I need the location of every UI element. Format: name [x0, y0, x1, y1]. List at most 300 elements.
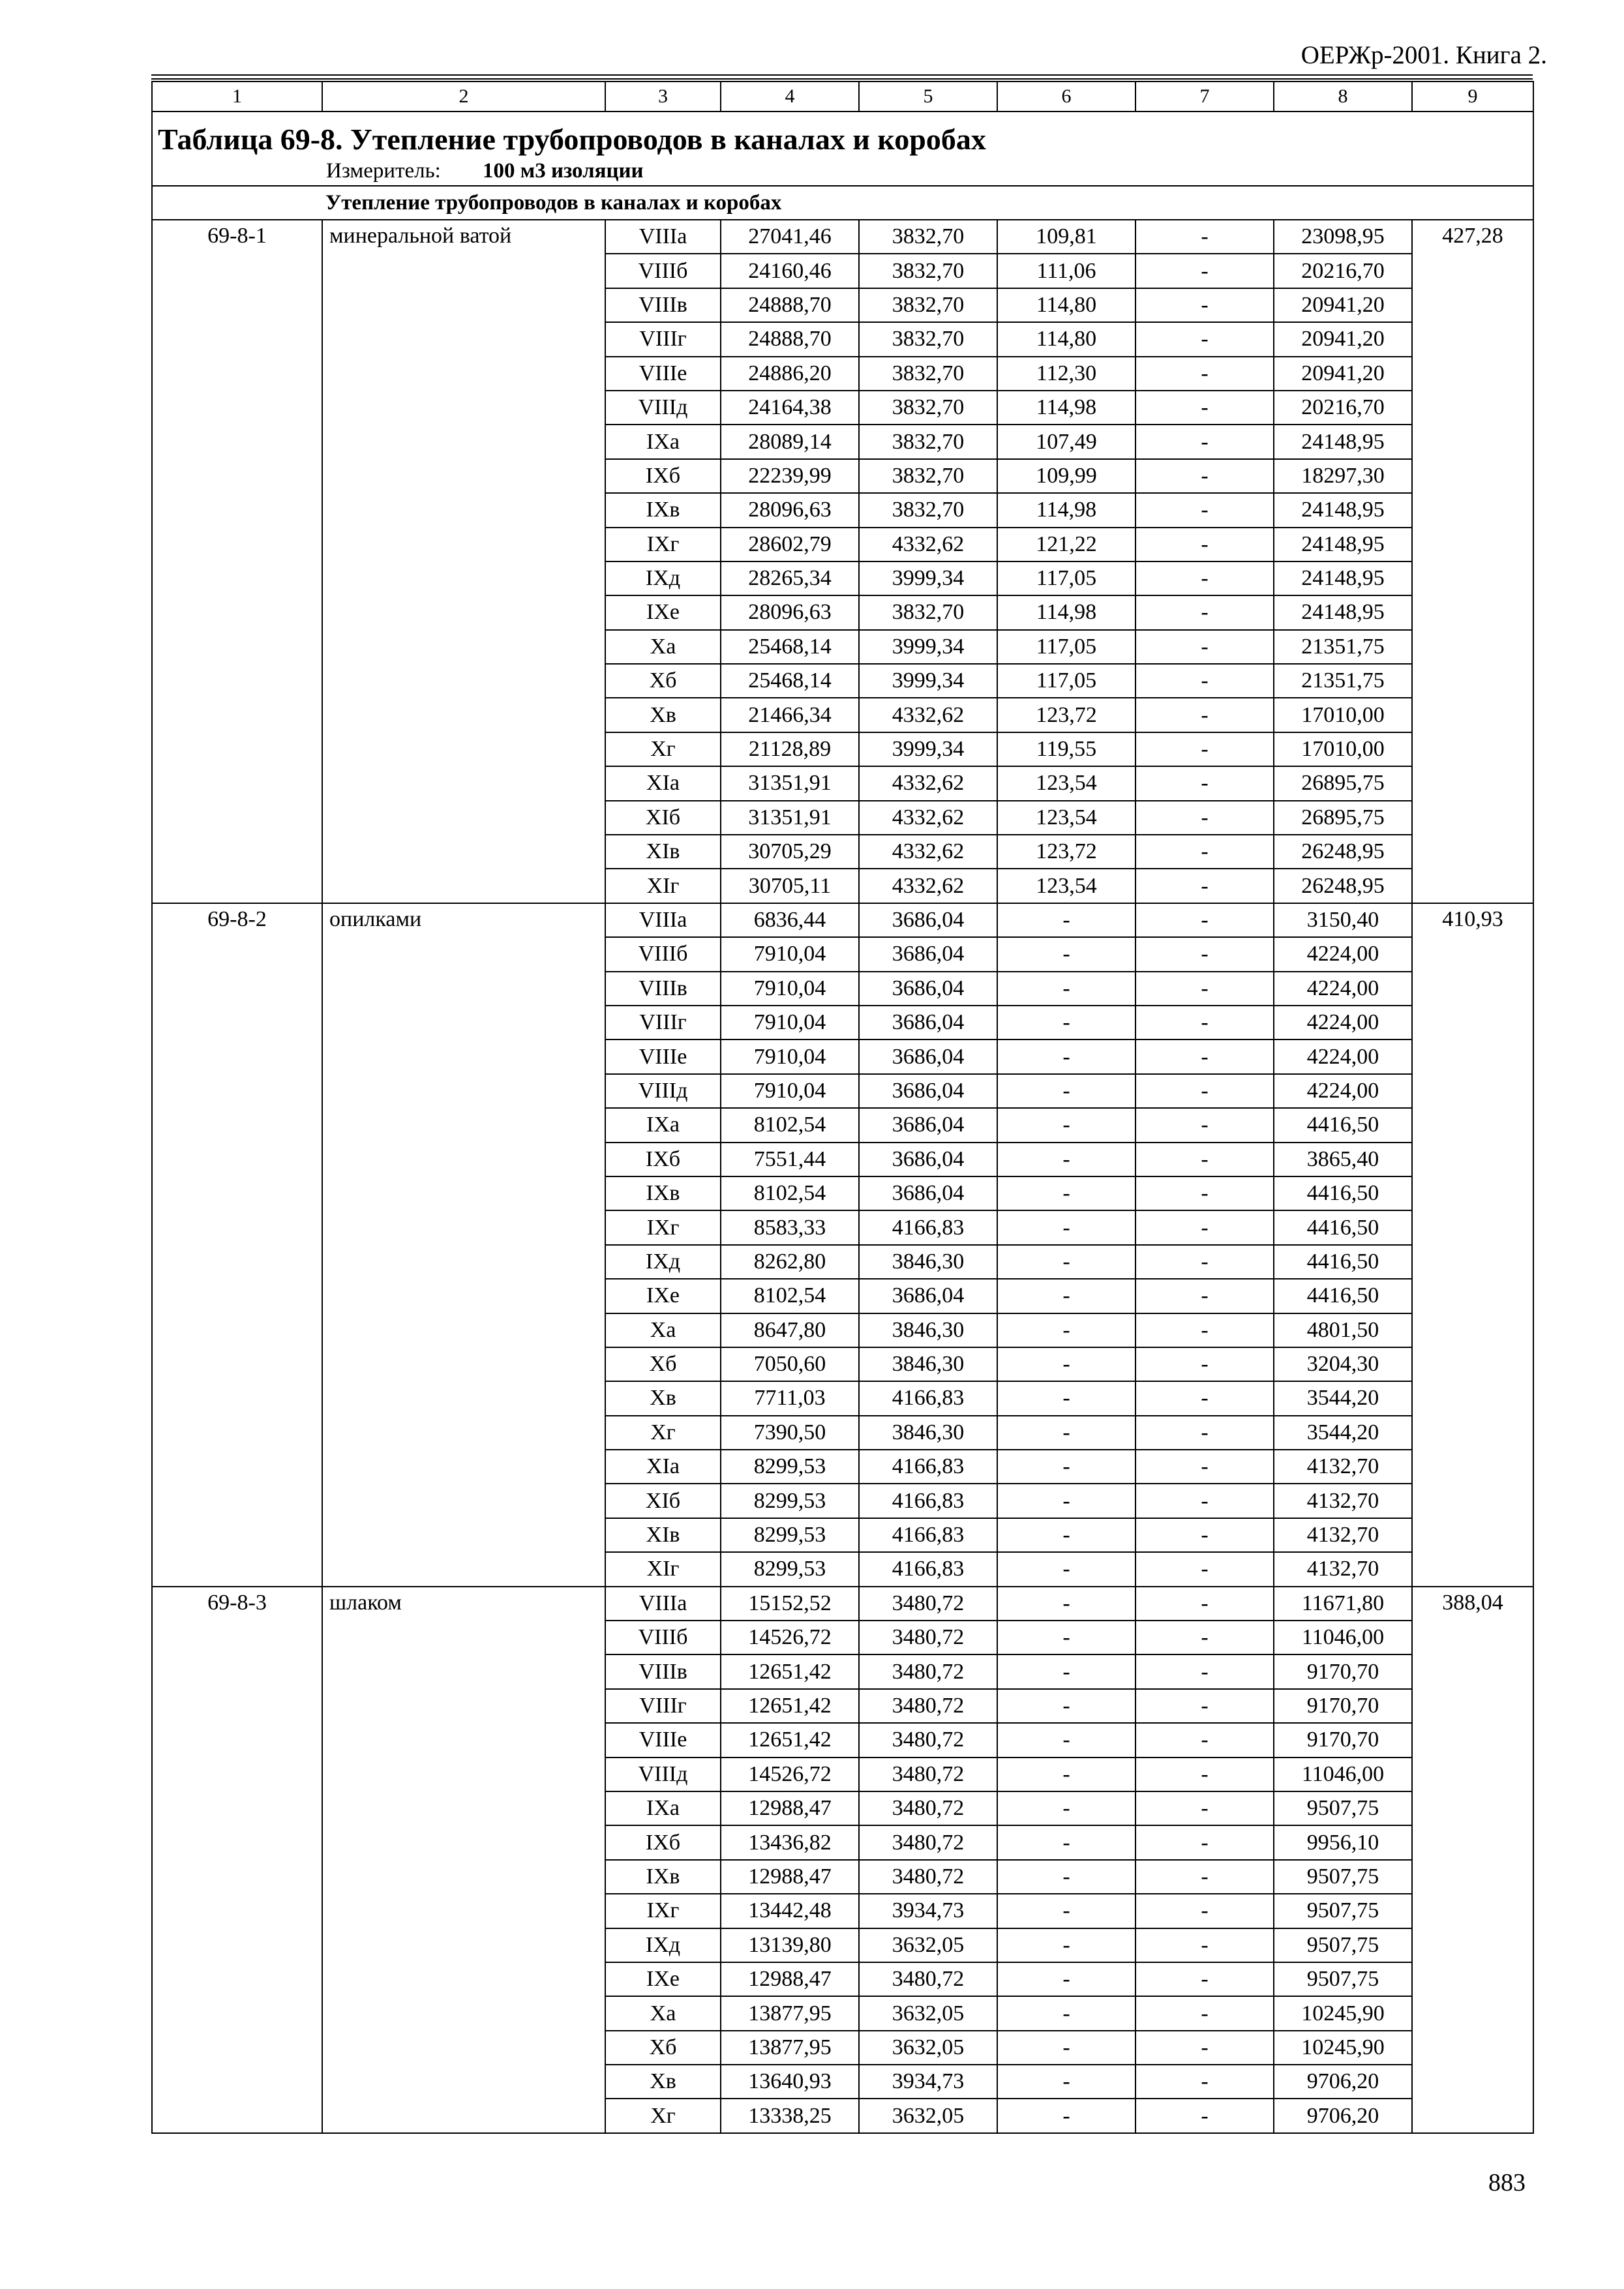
header-rule: [151, 74, 1533, 76]
column-number: 1: [152, 82, 322, 112]
cell-col4: 8299,53: [721, 1450, 859, 1484]
cell-col6: -: [997, 1006, 1135, 1040]
cell-col5: 3686,04: [859, 1040, 997, 1073]
cell-col8: 11046,00: [1274, 1758, 1412, 1791]
cell-col7: -: [1135, 1962, 1274, 1996]
cell-col7: -: [1135, 937, 1274, 971]
cell-col5: 3832,70: [859, 357, 997, 391]
cell-col7: -: [1135, 1279, 1274, 1313]
cell-col5: 3632,05: [859, 1928, 997, 1962]
cell-col5: 3480,72: [859, 1587, 997, 1621]
cell-col4: 12651,42: [721, 1654, 859, 1688]
cell-col7: -: [1135, 1825, 1274, 1859]
cell-col5: 3832,70: [859, 322, 997, 356]
cell-col8: 17010,00: [1274, 732, 1412, 766]
cell-col5: 4166,83: [859, 1450, 997, 1484]
cell-col6: 114,98: [997, 391, 1135, 425]
column-number: 4: [721, 82, 859, 112]
cell-col7: -: [1135, 732, 1274, 766]
table-title: Таблица 69-8. Утепление трубопроводов в каналах и коробах: [152, 112, 1533, 157]
cell-col3: IXд: [605, 1928, 721, 1962]
cell-col8: 20941,20: [1274, 357, 1412, 391]
cell-col4: 24160,46: [721, 254, 859, 288]
cell-col5: 3632,05: [859, 1996, 997, 2030]
cell-col4: 7910,04: [721, 1040, 859, 1073]
cell-col4: 7910,04: [721, 937, 859, 971]
cell-col7: -: [1135, 1313, 1274, 1347]
cell-col3: Xг: [605, 2099, 721, 2132]
cell-col8: 4132,70: [1274, 1484, 1412, 1518]
cell-col8: 18297,30: [1274, 459, 1412, 493]
cell-col4: 24164,38: [721, 391, 859, 425]
cell-col8: 3865,40: [1274, 1143, 1412, 1176]
item-name: шлаком: [322, 1587, 605, 2133]
cell-col5: 3832,70: [859, 595, 997, 629]
cell-col5: 3846,30: [859, 1313, 997, 1347]
cell-col6: 109,99: [997, 459, 1135, 493]
cell-col7: -: [1135, 1210, 1274, 1244]
cell-col4: 8102,54: [721, 1176, 859, 1210]
cell-col4: 7910,04: [721, 1074, 859, 1108]
cell-col8: 20216,70: [1274, 391, 1412, 425]
cell-col5: 3846,30: [859, 1347, 997, 1381]
cell-col6: 119,55: [997, 732, 1135, 766]
cell-col8: 26895,75: [1274, 801, 1412, 835]
unit-cell: [152, 157, 1533, 186]
cell-col8: 4224,00: [1274, 937, 1412, 971]
cell-col7: -: [1135, 288, 1274, 322]
cell-col4: 8102,54: [721, 1108, 859, 1142]
cell-col4: 15152,52: [721, 1587, 859, 1621]
cell-col8: 26895,75: [1274, 766, 1412, 800]
cell-col8: 24148,95: [1274, 425, 1412, 458]
cell-col8: 10245,90: [1274, 2031, 1412, 2065]
cell-col5: 4166,83: [859, 1552, 997, 1586]
cell-col8: 21351,75: [1274, 664, 1412, 698]
cell-col8: 4416,50: [1274, 1108, 1412, 1142]
cell-col7: -: [1135, 630, 1274, 664]
section-row: [152, 186, 1533, 220]
cell-col4: 21128,89: [721, 732, 859, 766]
cell-col7: -: [1135, 1006, 1274, 1040]
cell-col6: 123,72: [997, 835, 1135, 869]
unit-row: [152, 157, 1533, 186]
cell-col7: -: [1135, 425, 1274, 458]
cell-col3: XIг: [605, 1552, 721, 1586]
cell-col8: 4132,70: [1274, 1552, 1412, 1586]
unit-label: Измеритель:: [326, 158, 441, 183]
cell-col6: -: [997, 1758, 1135, 1791]
column-number: 6: [997, 82, 1135, 112]
cell-col4: 28265,34: [721, 561, 859, 595]
price-table: [151, 81, 1534, 2134]
cell-col7: -: [1135, 1381, 1274, 1415]
cell-col6: -: [997, 903, 1135, 937]
cell-col3: IXг: [605, 1210, 721, 1244]
cell-col8: 20941,20: [1274, 288, 1412, 322]
cell-col3: Xв: [605, 2065, 721, 2099]
cell-col7: -: [1135, 1689, 1274, 1723]
cell-col8: 3544,20: [1274, 1381, 1412, 1415]
cell-col5: 3686,04: [859, 1006, 997, 1040]
cell-col7: -: [1135, 801, 1274, 835]
cell-col3: Xа: [605, 630, 721, 664]
cell-col3: VIIIб: [605, 254, 721, 288]
cell-col3: VIIIд: [605, 1074, 721, 1108]
cell-col8: 17010,00: [1274, 698, 1412, 732]
cell-col5: 3832,70: [859, 459, 997, 493]
cell-col3: IXд: [605, 561, 721, 595]
cell-col3: IXе: [605, 1962, 721, 1996]
cell-col4: 7910,04: [721, 1006, 859, 1040]
cell-col5: 3832,70: [859, 425, 997, 458]
cell-col3: IXв: [605, 493, 721, 527]
cell-col8: 3544,20: [1274, 1416, 1412, 1450]
cell-col6: -: [997, 937, 1135, 971]
cell-col7: -: [1135, 1996, 1274, 2030]
cell-col7: -: [1135, 1518, 1274, 1552]
cell-col3: IXд: [605, 1245, 721, 1279]
header-rule: [151, 78, 1533, 80]
cell-col8: 26248,95: [1274, 869, 1412, 903]
cell-col7: -: [1135, 528, 1274, 561]
cell-col6: -: [997, 1279, 1135, 1313]
cell-col4: 13436,82: [721, 1825, 859, 1859]
cell-col6: 114,98: [997, 595, 1135, 629]
column-number: 8: [1274, 82, 1412, 112]
cell-col6: -: [997, 1894, 1135, 1928]
cell-col3: VIIIг: [605, 1006, 721, 1040]
cell-col4: 24888,70: [721, 322, 859, 356]
cell-col7: -: [1135, 1587, 1274, 1621]
cell-col6: -: [997, 1450, 1135, 1484]
column-number-row: [152, 82, 1533, 112]
cell-col5: 3846,30: [859, 1416, 997, 1450]
cell-col7: -: [1135, 2099, 1274, 2132]
page-number: 883: [1488, 2169, 1526, 2196]
cell-col7: -: [1135, 1143, 1274, 1176]
cell-col7: -: [1135, 903, 1274, 937]
cell-col3: VIIIд: [605, 391, 721, 425]
cell-col5: 4332,62: [859, 801, 997, 835]
cell-col6: 111,06: [997, 254, 1135, 288]
cell-col5: 3832,70: [859, 288, 997, 322]
table-row: [152, 903, 1533, 937]
cell-col3: IXг: [605, 528, 721, 561]
cell-col4: 28096,63: [721, 493, 859, 527]
cell-col4: 28089,14: [721, 425, 859, 458]
cell-col4: 14526,72: [721, 1621, 859, 1654]
cell-col8: 9507,75: [1274, 1928, 1412, 1962]
cell-col5: 3480,72: [859, 1791, 997, 1825]
cell-col6: 117,05: [997, 561, 1135, 595]
cell-col3: Xг: [605, 732, 721, 766]
cell-col4: 14526,72: [721, 1758, 859, 1791]
cell-col6: -: [997, 1825, 1135, 1859]
section-title: Утепление трубопроводов в каналах и коробах: [152, 186, 1533, 220]
cell-col7: -: [1135, 322, 1274, 356]
cell-col6: -: [997, 1552, 1135, 1586]
cell-col7: -: [1135, 1928, 1274, 1962]
cell-col8: 10245,90: [1274, 1996, 1412, 2030]
cell-col4: 31351,91: [721, 801, 859, 835]
cell-col7: -: [1135, 357, 1274, 391]
cell-col5: 3832,70: [859, 220, 997, 254]
cell-col8: 4224,00: [1274, 1006, 1412, 1040]
cell-col3: Xа: [605, 1996, 721, 2030]
cell-col3: IXб: [605, 459, 721, 493]
cell-col3: XIв: [605, 835, 721, 869]
cell-col3: XIа: [605, 1450, 721, 1484]
cell-col3: IXб: [605, 1143, 721, 1176]
cell-col6: 123,72: [997, 698, 1135, 732]
cell-col3: VIIIа: [605, 1587, 721, 1621]
cell-col6: 107,49: [997, 425, 1135, 458]
cell-col4: 13877,95: [721, 2031, 859, 2065]
cell-col5: 3632,05: [859, 2031, 997, 2065]
cell-col3: VIIIв: [605, 1654, 721, 1688]
cell-col8: 3204,30: [1274, 1347, 1412, 1381]
cell-col3: XIг: [605, 869, 721, 903]
cell-col5: 3480,72: [859, 1860, 997, 1894]
cell-col3: VIIIв: [605, 288, 721, 322]
cell-col5: 4166,83: [859, 1518, 997, 1552]
cell-col7: -: [1135, 1484, 1274, 1518]
cell-col5: 4332,62: [859, 835, 997, 869]
cell-col3: IXв: [605, 1176, 721, 1210]
cell-col8: 9507,75: [1274, 1860, 1412, 1894]
cell-col6: -: [997, 972, 1135, 1006]
cell-col6: -: [997, 1860, 1135, 1894]
cell-col3: IXе: [605, 1279, 721, 1313]
cell-col6: 114,80: [997, 322, 1135, 356]
cell-col8: 4132,70: [1274, 1450, 1412, 1484]
cell-col8: 24148,95: [1274, 493, 1412, 527]
cell-col5: 3934,73: [859, 1894, 997, 1928]
cell-col3: IXг: [605, 1894, 721, 1928]
cell-col7: -: [1135, 391, 1274, 425]
cell-col8: 9507,75: [1274, 1962, 1412, 1996]
cell-col6: -: [997, 1040, 1135, 1073]
cell-col7: -: [1135, 1108, 1274, 1142]
cell-col7: -: [1135, 664, 1274, 698]
cell-col5: 3846,30: [859, 1245, 997, 1279]
cell-col4: 28602,79: [721, 528, 859, 561]
cell-col6: -: [997, 1381, 1135, 1415]
cell-col4: 12651,42: [721, 1723, 859, 1757]
cell-col5: 3686,04: [859, 1143, 997, 1176]
cell-col8: 9706,20: [1274, 2099, 1412, 2132]
cell-col4: 25468,14: [721, 664, 859, 698]
cell-col4: 13139,80: [721, 1928, 859, 1962]
cell-col5: 3480,72: [859, 1962, 997, 1996]
cell-col5: 3686,04: [859, 972, 997, 1006]
cell-col6: -: [997, 1313, 1135, 1347]
cell-col7: -: [1135, 2031, 1274, 2065]
cell-col4: 30705,29: [721, 835, 859, 869]
cell-col3: VIIIб: [605, 937, 721, 971]
cell-col4: 8299,53: [721, 1552, 859, 1586]
cell-col4: 27041,46: [721, 220, 859, 254]
cell-col5: 3480,72: [859, 1689, 997, 1723]
cell-col5: 3632,05: [859, 2099, 997, 2132]
cell-col4: 8299,53: [721, 1484, 859, 1518]
cell-col4: 12651,42: [721, 1689, 859, 1723]
cell-col5: 3686,04: [859, 937, 997, 971]
cell-col4: 8102,54: [721, 1279, 859, 1313]
cell-col7: -: [1135, 972, 1274, 1006]
cell-col5: 3999,34: [859, 664, 997, 698]
cell-col4: 13877,95: [721, 1996, 859, 2030]
cell-col7: -: [1135, 698, 1274, 732]
cell-col8: 4801,50: [1274, 1313, 1412, 1347]
cell-col5: 4332,62: [859, 528, 997, 561]
cell-col5: 3480,72: [859, 1758, 997, 1791]
cell-col3: IXб: [605, 1825, 721, 1859]
cell-col3: Xа: [605, 1313, 721, 1347]
cell-col8: 21351,75: [1274, 630, 1412, 664]
cell-col5: 3934,73: [859, 2065, 997, 2099]
cell-col6: 123,54: [997, 801, 1135, 835]
cell-col6: 123,54: [997, 766, 1135, 800]
cell-col4: 24888,70: [721, 288, 859, 322]
cell-col6: -: [997, 1416, 1135, 1450]
cell-col5: 3832,70: [859, 493, 997, 527]
cell-col7: -: [1135, 1860, 1274, 1894]
cell-col7: -: [1135, 1723, 1274, 1757]
cell-col3: VIIIа: [605, 903, 721, 937]
cell-col6: -: [997, 2031, 1135, 2065]
cell-col8: 26248,95: [1274, 835, 1412, 869]
table-row: [152, 220, 1533, 254]
cell-col3: VIIIв: [605, 972, 721, 1006]
cell-col8: 11671,80: [1274, 1587, 1412, 1621]
cell-col5: 3686,04: [859, 903, 997, 937]
cell-col4: 12988,47: [721, 1860, 859, 1894]
cell-col5: 3832,70: [859, 254, 997, 288]
cell-col6: 112,30: [997, 357, 1135, 391]
cell-col7: -: [1135, 1791, 1274, 1825]
cell-col4: 7390,50: [721, 1416, 859, 1450]
cell-col7: -: [1135, 459, 1274, 493]
cell-col8: 4224,00: [1274, 1074, 1412, 1108]
cell-col6: 109,81: [997, 220, 1135, 254]
cell-col6: -: [997, 1928, 1135, 1962]
cell-col7: -: [1135, 220, 1274, 254]
cell-col3: Xг: [605, 1416, 721, 1450]
cell-col7: -: [1135, 561, 1274, 595]
cell-col5: 3999,34: [859, 561, 997, 595]
cell-col6: -: [997, 1245, 1135, 1279]
cell-col3: VIIIе: [605, 1040, 721, 1073]
cell-col8: 9956,10: [1274, 1825, 1412, 1859]
cell-col8: 24148,95: [1274, 528, 1412, 561]
cell-col6: -: [997, 1347, 1135, 1381]
column-number: 7: [1135, 82, 1274, 112]
cell-col6: -: [997, 2065, 1135, 2099]
cell-col7: -: [1135, 1176, 1274, 1210]
cell-col8: 4416,50: [1274, 1176, 1412, 1210]
cell-col7: -: [1135, 766, 1274, 800]
cell-col6: -: [997, 1723, 1135, 1757]
cell-col8: 4416,50: [1274, 1245, 1412, 1279]
cell-col8: 4416,50: [1274, 1279, 1412, 1313]
cell-col7: -: [1135, 1450, 1274, 1484]
cell-col6: 114,80: [997, 288, 1135, 322]
cell-col4: 7050,60: [721, 1347, 859, 1381]
cell-col7: -: [1135, 1758, 1274, 1791]
cell-col7: -: [1135, 1245, 1274, 1279]
item-code: 69-8-1: [152, 220, 322, 903]
cell-col6: 117,05: [997, 630, 1135, 664]
cell-col7: -: [1135, 835, 1274, 869]
item-code: 69-8-3: [152, 1587, 322, 2133]
column-number: 9: [1412, 82, 1533, 112]
cell-col8: 20216,70: [1274, 254, 1412, 288]
cell-col4: 8583,33: [721, 1210, 859, 1244]
cell-col4: 6836,44: [721, 903, 859, 937]
cell-col5: 3686,04: [859, 1108, 997, 1142]
document-header: ОЕРЖр-2001. Книга 2.: [1301, 41, 1547, 69]
cell-col4: 7910,04: [721, 972, 859, 1006]
cell-col3: IXе: [605, 595, 721, 629]
cell-col7: -: [1135, 1621, 1274, 1654]
cell-col3: VIIIе: [605, 357, 721, 391]
cell-col7: -: [1135, 493, 1274, 527]
cell-col8: 4132,70: [1274, 1518, 1412, 1552]
cell-col7: -: [1135, 1654, 1274, 1688]
cell-col8: 9170,70: [1274, 1723, 1412, 1757]
table-title-row: [152, 112, 1533, 157]
col9-value: 410,93: [1412, 903, 1533, 1587]
cell-col5: 3686,04: [859, 1176, 997, 1210]
cell-col6: 114,98: [997, 493, 1135, 527]
cell-col6: -: [997, 1621, 1135, 1654]
cell-col4: 28096,63: [721, 595, 859, 629]
cell-col6: -: [997, 1210, 1135, 1244]
cell-col3: XIб: [605, 1484, 721, 1518]
cell-col5: 3999,34: [859, 630, 997, 664]
cell-col3: Xб: [605, 2031, 721, 2065]
cell-col6: -: [997, 1143, 1135, 1176]
column-number: 2: [322, 82, 605, 112]
cell-col5: 4332,62: [859, 869, 997, 903]
cell-col3: XIа: [605, 766, 721, 800]
cell-col6: -: [997, 1176, 1135, 1210]
cell-col3: VIIIд: [605, 1758, 721, 1791]
cell-col8: 9507,75: [1274, 1894, 1412, 1928]
cell-col8: 4224,00: [1274, 972, 1412, 1006]
cell-col5: 3999,34: [859, 732, 997, 766]
cell-col4: 21466,34: [721, 698, 859, 732]
cell-col3: XIв: [605, 1518, 721, 1552]
cell-col6: -: [997, 1484, 1135, 1518]
cell-col4: 13640,93: [721, 2065, 859, 2099]
unit-value: 100 м3 изоляции: [483, 158, 644, 183]
cell-col6: 121,22: [997, 528, 1135, 561]
cell-col3: IXа: [605, 1108, 721, 1142]
cell-col3: XIб: [605, 801, 721, 835]
cell-col4: 31351,91: [721, 766, 859, 800]
cell-col7: -: [1135, 1894, 1274, 1928]
cell-col3: Xв: [605, 698, 721, 732]
cell-col6: -: [997, 1962, 1135, 1996]
cell-col8: 24148,95: [1274, 595, 1412, 629]
cell-col4: 12988,47: [721, 1962, 859, 1996]
cell-col6: -: [997, 2099, 1135, 2132]
cell-col7: -: [1135, 2065, 1274, 2099]
cell-col3: VIIIе: [605, 1723, 721, 1757]
